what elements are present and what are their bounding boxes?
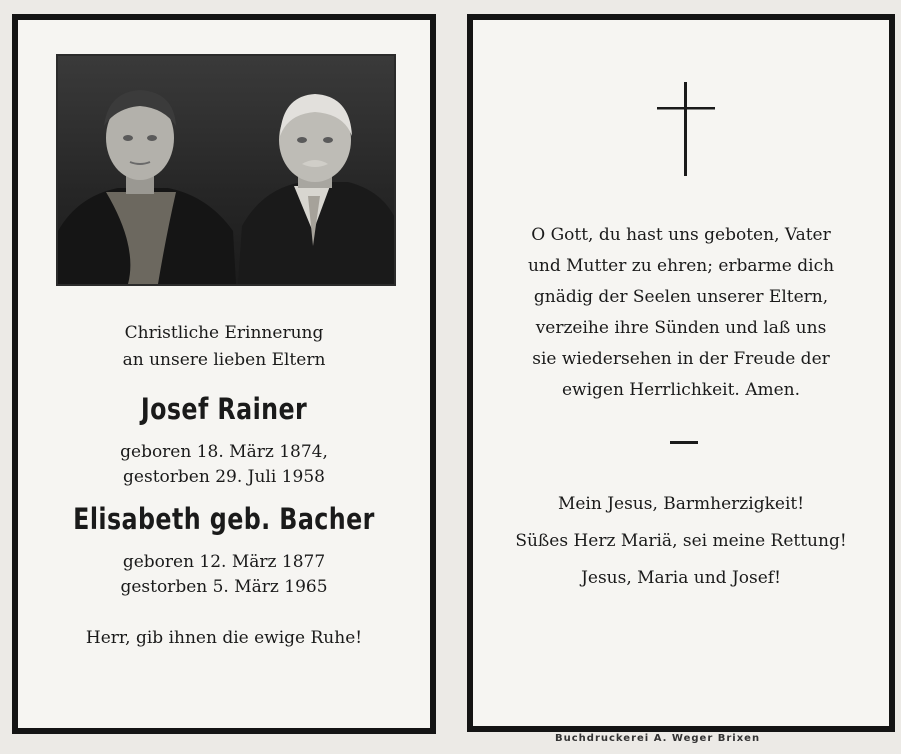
portrait-illustration — [58, 56, 394, 284]
person1-born: geboren 18. März 1874, — [120, 442, 328, 462]
printer-imprint: Buchdruckerei A. Weger Brixen — [555, 733, 761, 744]
prayer-line: O Gott, du hast uns geboten, Vater — [531, 225, 831, 245]
prayer-line: gnädig der Seelen unserer Eltern, — [533, 287, 829, 307]
prayer-line: ewigen Herrlichkeit. Amen. — [561, 380, 801, 400]
invocation-line: Süßes Herz Mariä, sei meine Rettung! — [515, 531, 847, 551]
person2-dates — [18, 550, 430, 600]
memorial-card-front — [12, 14, 436, 734]
person2-died: gestorben 5. März 1965 — [120, 577, 328, 597]
person1-dates — [18, 440, 430, 490]
prayer-line: sie wiedersehen in der Freude der — [532, 349, 830, 369]
prayer-line: und Mutter zu ehren; erbarme dich — [527, 256, 835, 276]
person2-name: Elisabeth geb. Bacher — [73, 502, 375, 536]
prayer-text — [473, 220, 889, 406]
person2-born: geboren 12. März 1877 — [122, 552, 326, 572]
memorial-intro — [18, 320, 430, 374]
person1-died: gestorben 29. Juli 1958 — [123, 467, 325, 487]
divider-dash — [670, 441, 698, 444]
closing-prayer: Herr, gib ihnen die ewige Ruhe! — [85, 628, 363, 648]
couple-portrait-photo — [56, 54, 396, 286]
memorial-card-back — [467, 14, 895, 732]
intro-line-2: an unsere lieben Eltern — [122, 350, 326, 370]
intro-line-1: Christliche Erinnerung — [124, 323, 324, 343]
prayer-line: verzeihe ihre Sünden und laß uns — [535, 318, 827, 338]
person1-name: Josef Rainer — [140, 392, 308, 426]
latin-cross-icon — [657, 82, 715, 176]
invocation-line: Jesus, Maria und Josef! — [581, 568, 781, 588]
invocation-line: Mein Jesus, Barmherzigkeit! — [557, 494, 805, 514]
invocations — [473, 486, 889, 597]
